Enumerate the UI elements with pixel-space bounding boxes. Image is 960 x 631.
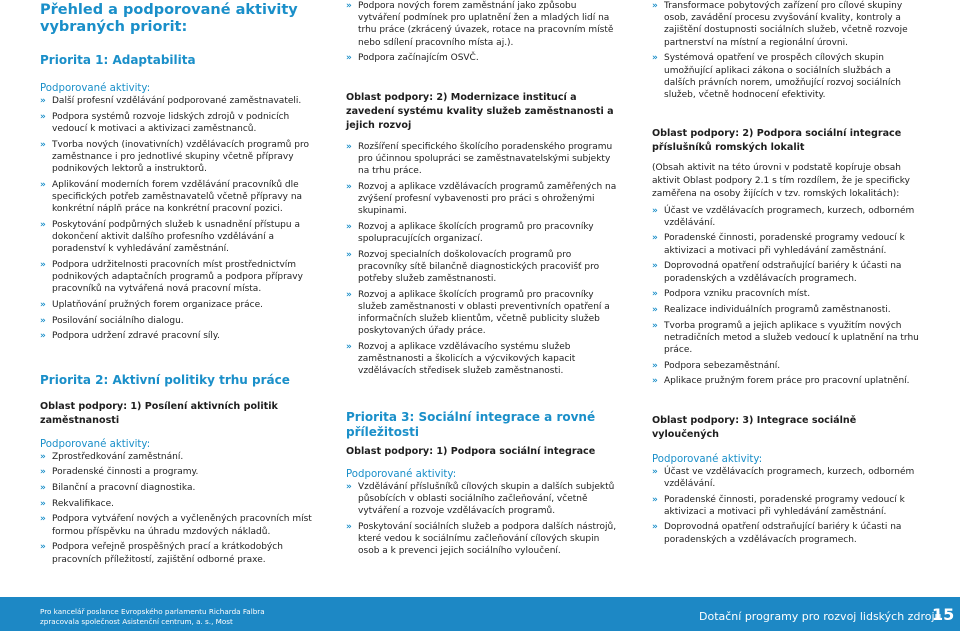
list-item: » Poskytování sociálních služeb a podpora dalších nástrojů, které vedou k sociálnímu začleňování cílových skupin osob a k prevenci jejich sociálního vyloučení. [346, 521, 621, 558]
list-item: » Podpora vytváření nových a vyčleněných pracovních míst formou příspěvku na úhradu mzdových nákladů. [40, 513, 320, 537]
area-1-list-continued [652, 0, 922, 101]
list-item: » Poradenské činnosti a programy. [40, 466, 320, 478]
list-item: » Posilování sociálního dialogu. [40, 315, 320, 327]
list-item: » Podpora začínajícím OSVČ. [346, 52, 621, 64]
list-item: » Rozvoj a aplikace školících programů pro pracovníky služeb zaměstnanosti v oblasti preventivních opatření a informačních služeb klientům, včetně publicity služeb poskytovaných úřady práce. [346, 289, 621, 338]
list-item: » Uplatňování pružných forem organizace práce. [40, 299, 320, 311]
list-item: » Účast ve vzdělávacích programech, kurzech, odborném vzdělávání. [652, 466, 922, 490]
list-item: » Doprovodná opatření odstraňující bariéry k účasti na poradenských a vzdělávacích programech. [652, 260, 922, 284]
list-item: » Zprostředkování zaměstnání. [40, 451, 320, 463]
priority-2-list-continued [346, 0, 621, 65]
list-item: » Podpora vzniku pracovních míst. [652, 288, 922, 300]
list-item: » Účast ve vzdělávacích programech, kurzech, odborném vzdělávání. [652, 205, 922, 229]
list-item: » Rozšíření specifického školícího poradenského programu pro účinnou spolupráci se zaměstnavatelskými subjekty na trhu práce. [346, 141, 621, 178]
list-item: » Podpora veřejně prospěšných prací a krátkodobých pracovních příležitostí, zajištění odborné praxe. [40, 541, 320, 565]
list-item: » Další profesní vzdělávání podporované zaměstnavateli. [40, 95, 320, 107]
list-item: » Rozvoj specialních doškolovacích programů pro pracovníky sítě bilančně diagnostických pracovišť pro potřeby služeb zaměstnanosti. [346, 249, 621, 286]
list-item: » Podpora sebezaměstnání. [652, 360, 922, 372]
area-3-heading: Oblast podpory: 3) Integrace sociálně vyloučených [652, 414, 857, 440]
priority-1-title: Priorita 1: Adaptabilita [40, 53, 196, 67]
list-item: » Transformace pobytových zařízení pro cílové skupiny osob, zavádění procesu zvyšování kvality, kontroly a zajištění dostupnosti sociálních služeb, včetně rozvoje partnerství na místní a regionální úrovni. [652, 0, 922, 49]
column-1 [40, 0, 320, 569]
list-item: » Podpora udržení zdravé pracovní síly. [40, 330, 320, 342]
list-item: » Rozvoj a aplikace vzdělávacího systému služeb zaměstnanosti a školicích a výcvikových kapacit vzdělávacích středisek služeb zaměstnanosti. [346, 341, 621, 378]
area-3-list [652, 466, 922, 546]
area-2-roma-list [652, 205, 922, 388]
priority-1-list [40, 95, 320, 343]
list-item: » Bilanční a pracovní diagnostika. [40, 482, 320, 494]
priority-2-title: Priorita 2: Aktivní politiky trhu práce [40, 372, 290, 387]
list-item: » Podpora nových forem zaměstnání jako způsobu vytváření podmínek pro uplatnění žen a mladých lidí na trhu práce (zkrácený úvazek, rotace na pracovním místě nebo sdílení pracovního místa aj.). [346, 0, 621, 49]
area-2-list [346, 141, 621, 378]
footer-bar [0, 597, 960, 631]
list-item: » Poradenské činnosti, poradenské programy vedoucí k aktivizaci a motivaci při vyhledávání zaměstnání. [652, 232, 922, 256]
list-item: » Systémová opatření ve prospěch cílových skupin umožňující aplikaci zákona o sociálních službách a dalších právních norem, umožňující rozvoj sociálních služeb, včetně hodnocení efektivity. [652, 52, 922, 101]
area-2-roma-description: (Obsah aktivit na této úrovni v podstatě kopíruje obsah aktivit Oblast podpory 2.1 s tím rozdílem, že je specificky zaměřena na osoby žijících v tzv. romských lokalitách): [652, 163, 910, 199]
priority-2-area-heading: Oblast podpory: 1) Posílení aktivních politik zaměstnanosti [40, 400, 278, 426]
page-number: 15 [932, 605, 955, 624]
list-item: » Aplikování moderních forem vzdělávání pracovníků dle specifických potřeb zaměstnavatelů včetně přípravy na konkrétní náplň práce na konkrétní pracovní pozici. [40, 179, 320, 216]
priority-2-list [40, 451, 320, 566]
page-title: Přehled a podporované aktivity vybraných priorit: [40, 2, 298, 35]
list-item: » Realizace individuálních programů zaměstnanosti. [652, 304, 922, 316]
list-item: » Podpora udržitelnosti pracovních míst prostřednictvím podnikových adaptačních programů a podpora přípravy pracovníků na vytvářená nová pracovní místa. [40, 259, 320, 296]
priority-1-subheading: Podporované aktivity: [40, 83, 151, 94]
list-item: » Tvorba programů a jejich aplikace s využitím nových netradičních metod a služeb vedoucí k uplatnění na trhu práce. [652, 320, 922, 357]
priority-3-title: Priorita 3: Sociální integrace a rovné příležitosti [346, 409, 596, 439]
list-item: » Rekvalifikace. [40, 498, 320, 510]
area-2-roma-heading: Oblast podpory: 2) Podpora sociální integrace příslušníků romských lokalit [652, 128, 902, 154]
column-2 [346, 0, 621, 561]
footer-credit-line-2: zpracovala společnost Asistenční centrum, a. s., Most [40, 616, 233, 626]
list-item: » Poskytování podpůrných služeb k usnadnění přístupu a dokončení aktivit dalšího profesního vzdělávání a poradenství k vyhledávání zaměstnání. [40, 219, 320, 256]
list-item: » Rozvoj a aplikace vzdělávacích programů zaměřených na zvýšení profesní vybavenosti pro práci s ohroženými skupinami. [346, 181, 621, 218]
list-item: » Podpora systémů rozvoje lidských zdrojů v podnicích vedoucí k motivaci a aktivizaci zaměstnanců. [40, 111, 320, 135]
footer-credit-line-1: Pro kancelář poslance Evropského parlamentu Richarda Falbra [40, 607, 265, 616]
column-3 [652, 0, 922, 549]
priority-3-subheading: Podporované aktivity: [346, 468, 457, 480]
footer-credits [40, 607, 265, 626]
priority-2-subheading: Podporované aktivity: [40, 438, 151, 450]
priority-3-area-heading: Oblast podpory: 1) Podpora sociální integrace [346, 445, 596, 457]
footer-title: Dotační programy pro rozvoj lidských zdrojů [699, 610, 942, 623]
list-item: » Aplikace pružným forem práce pro pracovní uplatnění. [652, 375, 922, 387]
priority-3-list [346, 481, 621, 558]
list-item: » Doprovodná opatření odstraňující bariéry k účasti na poradenských a vzdělávacích programech. [652, 521, 922, 545]
area-2-heading: Oblast podpory: 2) Modernizace institucí a zavedení systému kvality služeb zaměstnanosti a jejich rozvoj [346, 91, 614, 131]
list-item: » Poradenské činnosti, poradenské programy vedoucí k aktivizaci a motivaci při vyhledávání zaměstnání. [652, 494, 922, 518]
area-3-subheading: Podporované aktivity: [652, 453, 763, 465]
list-item: » Tvorba nových (inovativních) vzdělávacích programů pro zaměstnance i pro jednotlivé skupiny včetně přípravy podnikových lektorů a instruktorů. [40, 139, 320, 176]
list-item: » Vzdělávání příslušníků cílových skupin a dalších subjektů působících v oblasti sociálního začleňování, včetně vytváření a rozvoje vzdělávacích programů. [346, 481, 621, 518]
list-item: » Rozvoj a aplikace školících programů pro pracovníky spolupracujících organizací. [346, 221, 621, 245]
